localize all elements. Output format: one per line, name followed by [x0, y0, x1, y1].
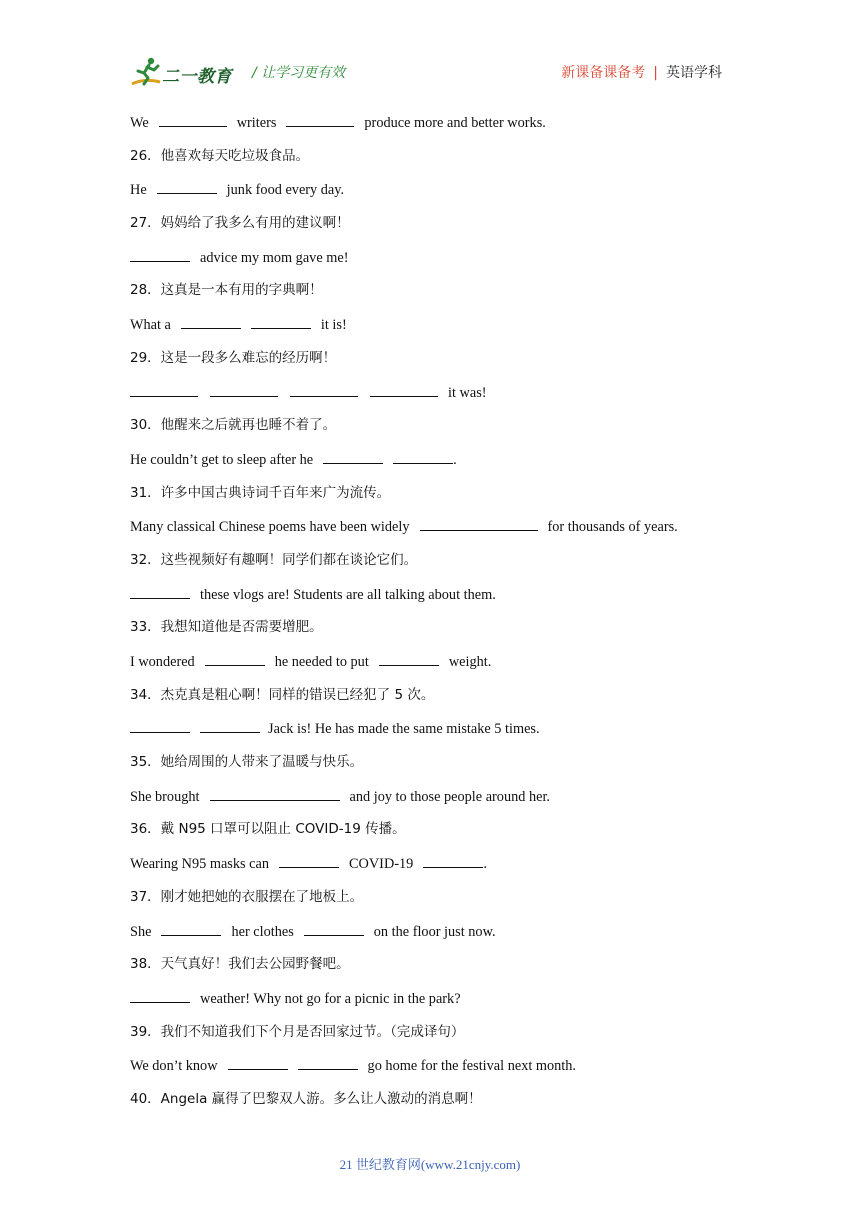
- answer-blank[interactable]: [130, 245, 190, 262]
- answer-line-36: Wearing N95 masks can COVID-19 .: [130, 851, 730, 885]
- answer-blank[interactable]: [210, 380, 278, 397]
- answer-line-29: it was!: [130, 380, 730, 414]
- question-28: 28．这真是一本有用的字典啊！: [130, 282, 323, 299]
- question-32: 32．这些视频好有趣啊！同学们都在谈论它们。: [130, 551, 418, 568]
- question-27: 27．妈妈给了我多么有用的建议啊！: [130, 215, 350, 232]
- slogan: / 让学习更有效: [252, 65, 346, 81]
- answer-blank[interactable]: [159, 110, 227, 127]
- answer-blank[interactable]: [130, 380, 198, 397]
- answer-line-39: We don’t know go home for the festival next month.: [130, 1053, 730, 1087]
- answer-blank[interactable]: [298, 1053, 358, 1070]
- answer-line-26: He junk food every day.: [130, 177, 730, 211]
- answer-line-38: weather! Why not go for a picnic in the park?: [130, 986, 730, 1020]
- question-26: 26．他喜欢每天吃垃圾食品。: [130, 147, 310, 164]
- subject-label: 英语学科: [666, 65, 722, 81]
- answer-line-30: He couldn’t get to sleep after he .: [130, 447, 730, 481]
- answer-blank[interactable]: [379, 649, 439, 666]
- question-38: 38．天气真好！我们去公园野餐吧。: [130, 956, 350, 973]
- answer-blank[interactable]: [210, 784, 340, 801]
- answer-blank[interactable]: [200, 716, 260, 733]
- question-39: 39．我们不知道我们下个月是否回家过节。（完成译句）: [130, 1023, 465, 1040]
- logo: [130, 56, 240, 90]
- answer-blank[interactable]: [423, 851, 483, 868]
- answer-blank[interactable]: [130, 582, 190, 599]
- question-36: 36．戴 N95 口罩可以阻止 COVID-19 传播。: [130, 821, 406, 838]
- answer-line-34: Jack is! He has made the same mistake 5 times.: [130, 716, 730, 750]
- answer-blank[interactable]: [161, 919, 221, 936]
- runner-logo-icon: [130, 56, 164, 88]
- answer-blank[interactable]: [323, 447, 383, 464]
- question-35: 35．她给周围的人带来了温暖与快乐。: [130, 754, 364, 771]
- answer-blank[interactable]: [228, 1053, 288, 1070]
- question-33: 33．我想知道他是否需要增肥。: [130, 619, 323, 636]
- header-subject: [561, 62, 722, 82]
- answer-blank[interactable]: [393, 447, 453, 464]
- answer-blank[interactable]: [181, 312, 241, 329]
- question-29: 29．这是一段多么难忘的经历啊！: [130, 349, 337, 366]
- answer-blank[interactable]: [130, 716, 190, 733]
- answer-line-31: Many classical Chinese poems have been widely for thousands of years.: [130, 514, 730, 548]
- answer-blank[interactable]: [304, 919, 364, 936]
- question-40: 40．Angela 赢得了巴黎双人游。多么让人激动的消息啊！: [130, 1090, 482, 1107]
- answer-blank[interactable]: [370, 380, 438, 397]
- answer-blank[interactable]: [130, 986, 190, 1003]
- answer-line-37: She her clothes on the floor just now.: [130, 919, 730, 953]
- answer-line-35: She brought and joy to those people around her.: [130, 784, 730, 818]
- exercise-list: [130, 110, 730, 1121]
- question-37: 37．刚才她把她的衣服摆在了地板上。: [130, 888, 364, 905]
- answer-blank[interactable]: [157, 177, 217, 194]
- page-header: [0, 0, 860, 100]
- question-31: 31．许多中国古典诗词千百年来广为流传。: [130, 484, 391, 501]
- question-34: 34．杰克真是粗心啊！同样的错误已经犯了 5 次。: [130, 686, 435, 703]
- answer-blank[interactable]: [420, 514, 538, 531]
- answer-line-28: What a it is!: [130, 312, 730, 346]
- question-30: 30．他醒来之后就再也睡不着了。: [130, 417, 337, 434]
- answer-line-33: I wondered he needed to put weight.: [130, 649, 730, 683]
- logo-text: 二一教育: [162, 67, 232, 87]
- tagline: 新课备课备考: [561, 65, 646, 81]
- header-separator: |: [653, 65, 658, 81]
- answer-blank[interactable]: [290, 380, 358, 397]
- answer-blank[interactable]: [279, 851, 339, 868]
- answer-blank[interactable]: [286, 110, 354, 127]
- answer-line-32: these vlogs are! Students are all talking about them.: [130, 582, 730, 616]
- answer-blank[interactable]: [205, 649, 265, 666]
- page-footer: 21 世纪教育网(www.21cnjy.com): [339, 1157, 521, 1172]
- answer-line-25: We writers produce more and better works.: [130, 110, 730, 144]
- answer-blank[interactable]: [251, 312, 311, 329]
- answer-line-27: advice my mom gave me!: [130, 245, 730, 279]
